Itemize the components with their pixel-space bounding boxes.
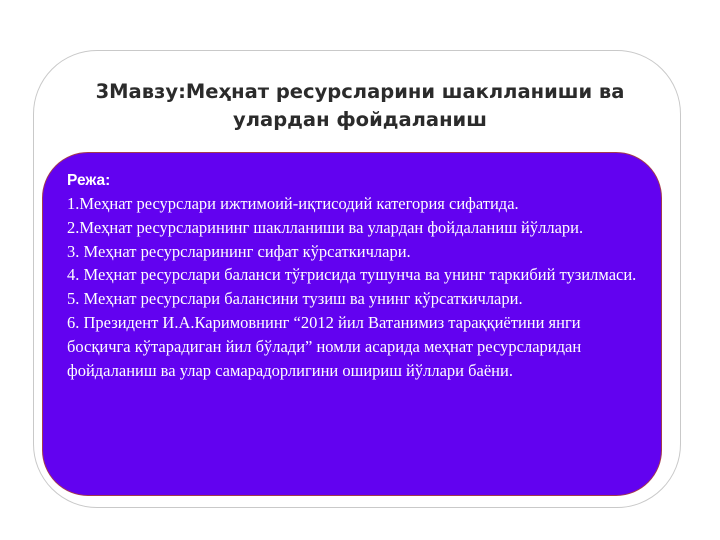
plan-item-2: 2.Меҳнат ресурсларининг шаклланиши ва улардан фойдаланиш йўллари. [67,217,584,237]
slide-title: 3Мавзу:Меҳнат ресурсларини шаклланиши ва улардан фойдаланиш [95,80,625,131]
plan-item-4: 4. Меҳнат ресурслари баланси тўғрисида тушунча ва унинг таркибий тузилмаси. [67,265,637,285]
plan-item-3: 3. Меҳнат ресурсларининг сифат кўрсаткичлари. [67,241,411,261]
plan-panel [42,152,662,496]
plan-heading: Режа: [67,172,111,189]
plan-item-5: 5. Меҳнат ресурслари балансини тузиш ва унинг кўрсаткичлари. [67,289,523,309]
plan-item-6: 6. Президент И.А.Каримовнинг “2012 йил Ватанимиз тараққиётини янги босқичга кўтарадиган йил бўлади” номли асарида меҳнат ресурсларидан фойдаланиш ва улар самарадорлигини ошириш йўллари баёни. [67,312,582,380]
plan-item-1: 1.Меҳнат ресурслари ижтимоий-иқтисодий категория сифатида. [67,194,519,213]
plan-list [67,192,647,382]
